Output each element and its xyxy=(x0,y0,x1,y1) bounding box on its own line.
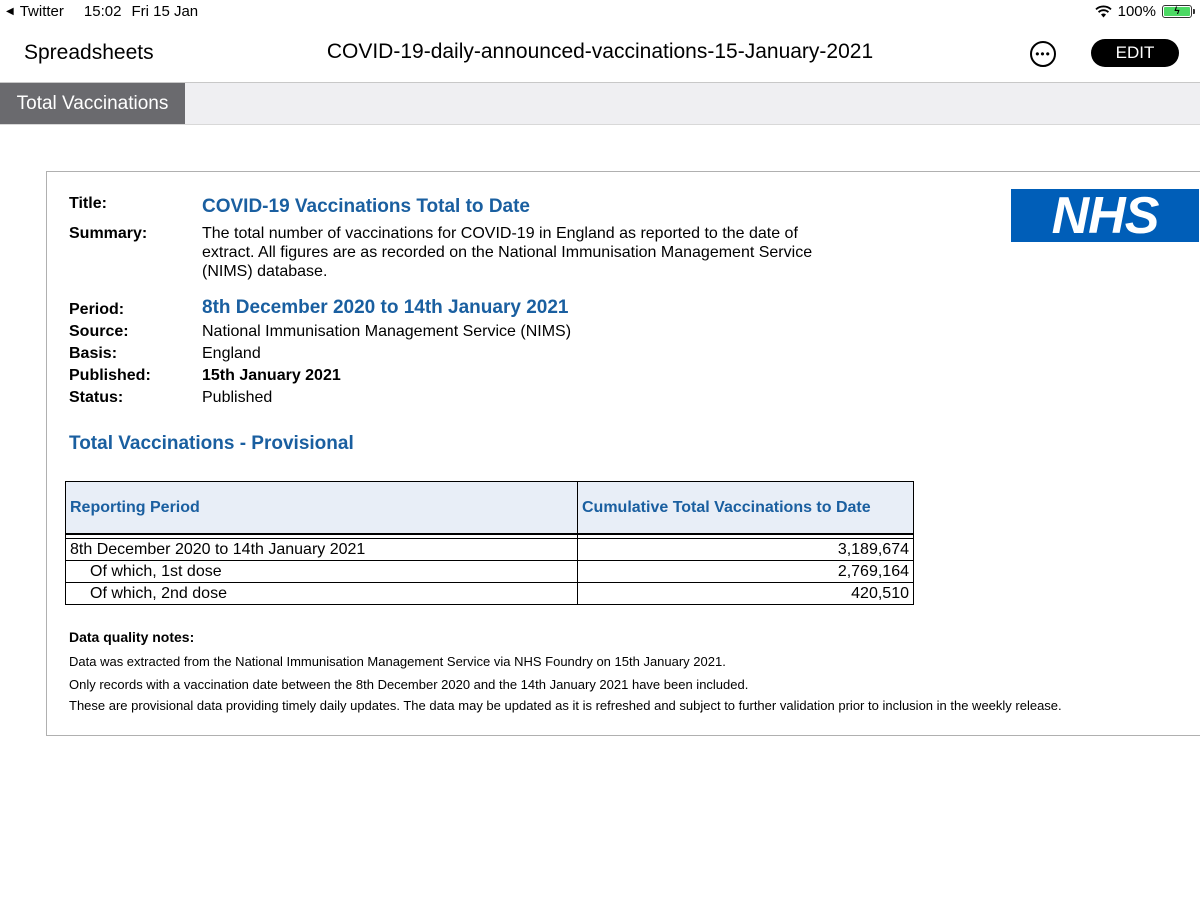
source-label: Source: xyxy=(69,323,129,340)
battery-icon xyxy=(1162,5,1192,18)
row-period-cell[interactable]: 8th December 2020 to 14th January 2021 xyxy=(66,539,578,561)
header-cumulative-total[interactable]: Cumulative Total Vaccinations to Date xyxy=(578,482,914,535)
clock: 15:02 xyxy=(83,3,122,20)
battery-charging-icon: ϟ xyxy=(1164,7,1190,16)
period-value: 8th December 2020 to 14th January 2021 xyxy=(202,297,569,318)
status-bar xyxy=(0,0,1200,24)
summary-label: Summary: xyxy=(69,225,148,242)
summary-line-3: (NIMS) database. xyxy=(202,263,328,280)
date: Fri 15 Jan xyxy=(131,3,199,20)
status-value: Published xyxy=(202,389,273,406)
navigation-bar xyxy=(0,24,1200,83)
table-row xyxy=(66,561,914,583)
summary-line-2: extract. All figures are as recorded on the National Immunisation Management Service xyxy=(202,244,813,261)
row-value-cell[interactable]: 2,769,164 xyxy=(578,561,914,583)
battery-percent: 100% xyxy=(1117,3,1156,20)
status-bar-right xyxy=(1095,3,1192,20)
document-title: COVID-19-daily-announced-vaccinations-15-January-2021 xyxy=(326,40,874,63)
table-header-row xyxy=(66,482,914,535)
source-value: National Immunisation Management Service (NIMS) xyxy=(202,323,572,340)
basis-value: England xyxy=(202,345,261,362)
title-value: COVID-19 Vaccinations Total to Date xyxy=(202,196,531,217)
status-label: Status: xyxy=(69,389,124,406)
published-label: Published: xyxy=(69,367,151,384)
spreadsheets-back-button[interactable]: Spreadsheets xyxy=(24,41,154,64)
section-title: Total Vaccinations - Provisional xyxy=(69,433,354,454)
nhs-logo xyxy=(1011,186,1199,245)
title-label: Title: xyxy=(69,195,107,212)
nhs-logo-text: NHS xyxy=(1051,186,1159,245)
row-period-cell[interactable]: Of which, 1st dose xyxy=(66,561,578,583)
summary-line-1: The total number of vaccinations for COVID-19 in England as reported to the date of xyxy=(202,225,798,242)
spreadsheet-content xyxy=(46,171,1200,736)
basis-label: Basis: xyxy=(69,345,118,362)
row-period-cell[interactable]: Of which, 2nd dose xyxy=(66,583,578,605)
published-value: 15th January 2021 xyxy=(202,367,341,384)
vaccinations-table xyxy=(65,481,914,605)
edit-button[interactable]: EDIT xyxy=(1091,39,1179,67)
back-app-label[interactable]: Twitter xyxy=(19,3,64,20)
data-quality-note-1: Data was extracted from the National Immunisation Management Service via NHS Foundry on 15th January 2021. xyxy=(69,654,726,669)
wifi-icon xyxy=(1095,5,1112,18)
table-row xyxy=(66,583,914,605)
sheet-tab-bar xyxy=(0,83,1200,125)
period-label: Period: xyxy=(69,301,125,318)
data-quality-title: Data quality notes: xyxy=(69,629,195,645)
row-value-cell[interactable]: 3,189,674 xyxy=(578,539,914,561)
back-arrow-icon[interactable]: ◀ xyxy=(6,6,14,17)
table-row xyxy=(66,539,914,561)
header-reporting-period[interactable]: Reporting Period xyxy=(66,482,578,535)
data-quality-note-3: These are provisional data providing timely daily updates. The data may be updated as it is refreshed and subject to further validation prior to inclusion in the weekly release. xyxy=(69,698,1062,713)
more-options-icon[interactable]: ••• xyxy=(1030,41,1056,67)
tab-total-vaccinations[interactable]: Total Vaccinations xyxy=(0,83,185,124)
status-bar-left[interactable] xyxy=(6,3,198,20)
row-value-cell[interactable]: 420,510 xyxy=(578,583,914,605)
data-quality-note-2: Only records with a vaccination date between the 8th December 2020 and the 14th January 2021 have been included. xyxy=(69,677,749,692)
